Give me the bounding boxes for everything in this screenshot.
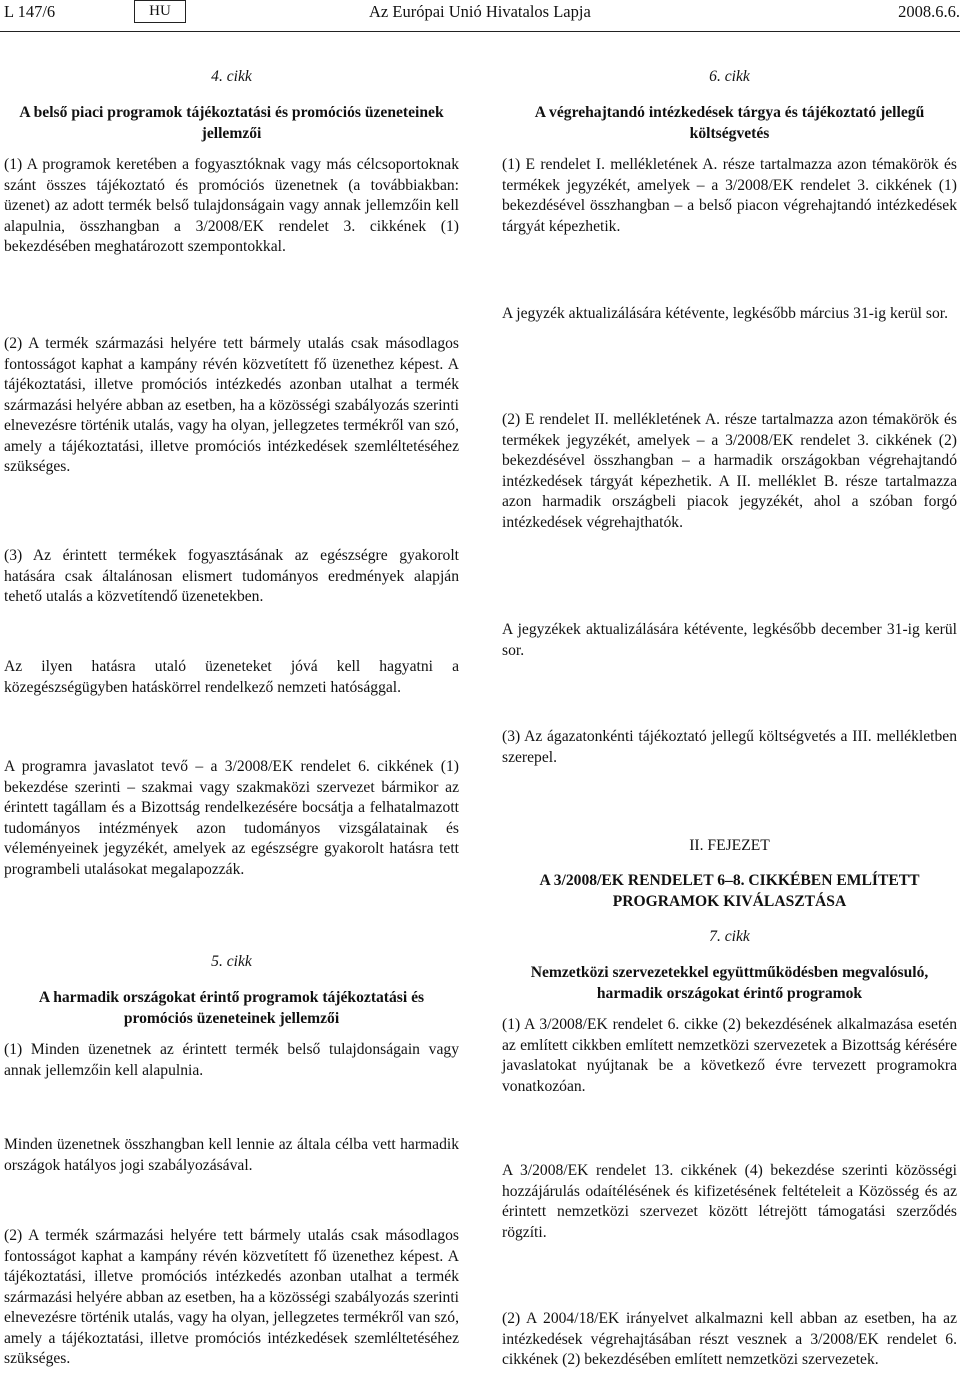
journal-title: Az Európai Unió Hivatalos Lapja (369, 2, 591, 21)
article-5-paragraph-2: Minden üzenetnek összhangban kell lennie az általa célba vett harmadik országok hatályos jogi szabályozásával. (4, 1136, 459, 1174)
article-5-paragraph-3: (2) A termék származási helyére tett bármely utalás csak másodlagos fontosságot kaphat a kampány révén közvetített fő üzenethez képest. A tájékoztatási, illetve promóciós intézkedés azonban utalhat a termék származási helyére abban az esetben, ha a közösségi szabályozás szerinti elnevezésre történik utalás, vagy ha olyan, jellegzetes termékről van szó, amely a tájékoztatási, illetve promóciós intézkedések szemléltetéséhez szükséges. (4, 1227, 459, 1367)
article-5-label: 5. cikk (211, 953, 252, 970)
article-5-title: A harmadik országokat érintő programok tájékoztatási és promóciós üzeneteinek jellemzői (38, 989, 425, 1027)
article-7-paragraph-2: A 3/2008/EK rendelet 13. cikkének (4) bekezdése szerinti közösségi hozzájárulás odaítélésének és kifizetésének feltételeit a Közösség és az érintett nemzetközi szervezet között létrejött támogatási szerződés rögzíti. (502, 1162, 957, 1241)
article-6-label: 6. cikk (709, 68, 750, 85)
article-6-paragraph-3: (2) E rendelet II. mellékletének A. része tartalmazza azon témakörök és termékek jegyzékét, amelyek – a 3/2008/EK rendelet 3. cikkének (2) bekezdésével összhangban – a harmadik országokban végrehajtandó intézkedések tárgyát képezhetik. A II. melléklet B. része tartalmazza azon harmadik országbeli piacok jegyzékét, ahol a szóban forgó intézkedések végrehajthatók. (502, 411, 957, 531)
chapter-title: A 3/2008/EK RENDELET 6–8. CIKKÉBEN EMLÍTETT PROGRAMOK KIVÁLASZTÁSA (539, 872, 920, 910)
article-6-paragraph-1: (1) E rendelet I. mellékletének A. része tartalmazza azon témakörök és termékek jegyzékét, amelyek – a 3/2008/EK rendelet 3. cikkének (1) bekezdésével összhangban – a belső piacon végrehajtandó intézkedések tárgyát képezhetik. (502, 156, 957, 235)
article-4-title: A belső piaci programok tájékoztatási és promóciós üzeneteinek jellemzői (19, 104, 444, 142)
article-7-paragraph-1: (1) A 3/2008/EK rendelet 6. cikke (2) bekezdésének alkalmazása esetén az említett cikkben említett nemzetközi szervezetek a Bizottság kérésére javaslatokat nyújtanak be a következő évre tervezett programokra vonatkozóan. (502, 1016, 957, 1095)
article-6-paragraph-5: (3) Az ágazatonkénti tájékoztató jellegű költségvetés a III. mellékletben szerepel. (502, 728, 957, 766)
article-4-paragraph-1: (1) A programok keretében a fogyasztóknak vagy más célcsoportoknak szánt összes tájékoztató és promóciós üzenetnek (a továbbiakban: üzenet) az adott termék belső tulajdonságain vagy annak jellemzőin kell alapulnia, összhangban a 3/2008/EK rendelet 3. cikkének (1) bekezdésében meghatározott szempontokkal. (4, 156, 459, 255)
article-6-title: A végrehajtandó intézkedések tárgya és tájékoztató jellegű költségvetés (534, 104, 925, 142)
article-4-paragraph-2: (2) A termék származási helyére tett bármely utalás csak másodlagos fontosságot kaphat a kampány révén közvetített fő üzenethez képest. A tájékoztatási, illetve promóciós intézkedés azonban utalhat a termék származási helyére abban az esetben, ha a közösségi szabályozás szerinti elnevezésre történik utalás, vagy ha olyan, jellegzetes termékről van szó, amely a tájékoztatási, illetve promóciós intézkedések szemléltetéséhez szükséges. (4, 335, 459, 475)
article-6-paragraph-2: A jegyzék aktualizálására kétévente, legkésőbb március 31-ig kerül sor. (502, 305, 948, 322)
article-4-paragraph-5: A programra javaslatot tevő – a 3/2008/EK rendelet 6. cikkének (1) bekezdése szerinti – szakmai vagy szakmaközi szervezet bármikor az érintett tagállam és a Bizottság rendelkezésére bocsátja a felhatalmazott tudományos intézmények azon tudományos vizsgálatainak és véleményeinek jegyzékét, amelyek az egészségre gyakorolt hatásra tett programbeli utalásokat megalapozzák. (4, 758, 459, 878)
article-7-paragraph-3: (2) A 2004/18/EK irányelvet alkalmazni kell abban az esetben, ha az intézkedések végrehajtásában részt vesznek a 3/2008/EK rendelet 6. cikkének (2) bekezdésében említett nemzetközi szervezetek. (502, 1310, 957, 1368)
article-4-paragraph-3: (3) Az érintett termékek fogyasztásának az egészségre gyakorolt hatására csak általánosan elismert tudományos eredmények alapján tehető utalás a közvetítendő üzenetekben. (4, 547, 459, 605)
chapter-label: II. FEJEZET (689, 837, 770, 854)
header-rule (0, 31, 960, 32)
article-7-label: 7. cikk (709, 928, 750, 945)
publication-date: 2008.6.6. (898, 2, 960, 21)
page-header (0, 0, 960, 30)
article-4-label: 4. cikk (211, 68, 252, 85)
article-4-paragraph-4: Az ilyen hatásra utaló üzeneteket jóvá kell hagyatni a közegészségügyben hatáskörrel rendelkező nemzeti hatósággal. (4, 658, 459, 696)
article-6-paragraph-4: A jegyzékek aktualizálására kétévente, legkésőbb december 31-ig kerül sor. (502, 621, 957, 659)
page-number: L 147/6 (4, 2, 56, 21)
language-code-box: HU (134, 0, 186, 23)
article-5-paragraph-1: (1) Minden üzenetnek az érintett termék belső tulajdonságain vagy annak jellemzőin kell alapulnia. (4, 1041, 459, 1079)
article-7-title: Nemzetközi szervezetekkel együttműködésben megvalósuló, harmadik országokat érintő programok (530, 964, 929, 1002)
